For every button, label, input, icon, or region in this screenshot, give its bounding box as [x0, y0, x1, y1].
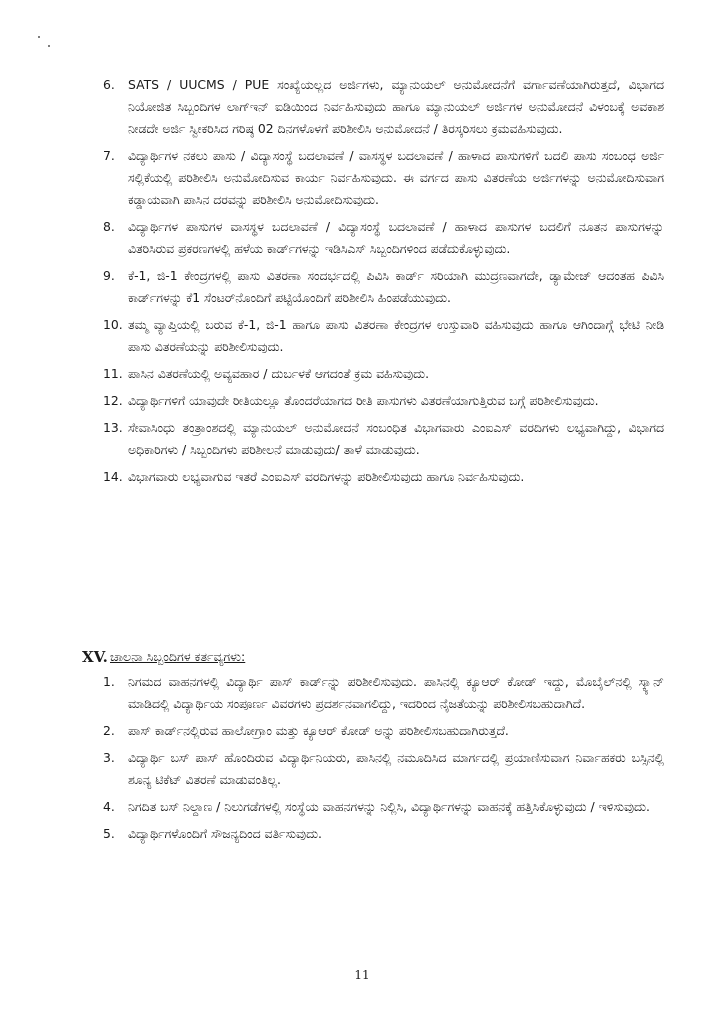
- list-item: [104, 796, 664, 818]
- scan-speck: [38, 36, 40, 38]
- list-item: [104, 145, 664, 211]
- list-item: [104, 417, 664, 461]
- item-number: 3.: [103, 750, 115, 765]
- item-text: ಕೆ-1, ಜಿ-1 ಕೇಂದ್ರಗಳಲ್ಲಿ ಪಾಸು ವಿತರಣಾ ಸಂದರ್ಭದಲ್ಲಿ ಪಿವಿಸಿ ಕಾರ್ಡ್ ಸರಿಯಾಗಿ ಮುದ್ರಣವಾಗದೇ, ಡ್ಯಾಮೇಜ್ ಆದಂತಹ ಪಿವಿಸಿ ಕಾರ್ಡ್‌ಗಳನ್ನು ಕೆ1 ಸೆಂಟರ್‌ನೊಂದಿಗೆ ಪಟ್ಟಿಯೊಂದಿಗೆ ಪರಿಶೀಲಿಸಿ ಹಿಂಪಡೆಯುವುದು.: [128, 268, 664, 305]
- item-text: ನಿಗಮದ ವಾಹನಗಳಲ್ಲಿ ವಿದ್ಯಾರ್ಥಿ ಪಾಸ್ ಕಾರ್ಡ್‌ನ್ನು ಪರಿಶೀಲಿಸುವುದು. ಪಾಸಿನಲ್ಲಿ ಕ್ಯೂಆರ್ ಕೋಡ್ ಇದ್ದು, ಮೊಬೈಲ್‌ನಲ್ಲಿ ಸ್ಕ್ಯಾನ್ ಮಾಡಿದಲ್ಲಿ ವಿದ್ಯಾರ್ಥಿಯ ಸಂಪೂರ್ಣ ವಿವರಗಳು ಪ್ರದರ್ಶನವಾಗಲಿದ್ದು, ಇದರಿಂದ ನೈಜತೆಯನ್ನು ಪರಿಶೀಲಿಸಬಹುದಾಗಿದೆ.: [128, 674, 664, 711]
- list-item: [104, 265, 664, 309]
- duties-list-continued: [104, 74, 664, 493]
- item-text: ವಿದ್ಯಾರ್ಥಿಗಳ ಪಾಸುಗಳ ವಾಸಸ್ಥಳ ಬದಲಾವಣೆ / ವಿದ್ಯಾಸಂಸ್ಥೆ ಬದಲಾವಣೆ / ಹಾಳಾದ ಪಾಸುಗಳ ಬದಲಿಗೆ ನೂತನ ಪಾಸುಗಳನ್ನು ವಿತರಿಸಿರುವ ಪ್ರಕರಣಗಳಲ್ಲಿ ಹಳೆಯ ಕಾರ್ಡ್‌ಗಳನ್ನು ಇಡಿಸಿಎಸ್ ಸಿಬ್ಬಂದಿಗಳಿಂದ ಪಡೆದುಕೊಳ್ಳುವುದು.: [128, 219, 664, 256]
- item-text: SATS / UUCMS / PUE ಸಂಖ್ಯೆಯಲ್ಲದ ಅರ್ಜಿಗಳು, ಮ್ಯಾನುಯಲ್ ಅನುಮೋದನೆಗೆ ವರ್ಗಾವಣೆಯಾಗಿರುತ್ತದೆ, ವಿಭಾಗದ ನಿಯೋಜಿತ ಸಿಬ್ಬಂದಿಗಳ ಲಾಗ್‌ಇನ್ ಐಡಿಯಿಂದ ನಿರ್ವಹಿಸುವುದು ಹಾಗೂ ಮ್ಯಾನುಯಲ್ ಅರ್ಜಿಗಳ ಅನುಮೋದನೆ ವಿಳಂಬಕ್ಕೆ ಅವಕಾಶ ನೀಡದೇ ಅರ್ಜಿ ಸ್ವೀಕರಿಸಿದ ಗರಿಷ್ಠ 02 ದಿನಗಳೊಳಗೆ ಪರಿಶೀಲಿಸಿ ಅನುಮೋದನೆ / ತಿರಸ್ಕರಿಸಲು ಕ್ರಮವಹಿಸುವುದು.: [128, 77, 664, 136]
- item-number: 12.: [103, 393, 123, 408]
- list-item: [104, 363, 664, 385]
- scan-speck: [48, 45, 50, 47]
- list-item: [104, 216, 664, 260]
- item-text: ಪಾಸಿನ ವಿತರಣೆಯಲ್ಲಿ ಅವ್ಯವಹಾರ / ದುರ್ಬಳಕೆ ಆಗದಂತೆ ಕ್ರಮ ವಹಿಸುವುದು.: [128, 366, 430, 381]
- item-number: 5.: [103, 826, 115, 841]
- item-number: 1.: [103, 674, 115, 689]
- item-number: 7.: [103, 148, 115, 163]
- item-text: ವಿದ್ಯಾರ್ಥಿಗಳ ನಕಲು ಪಾಸು / ವಿದ್ಯಾಸಂಸ್ಥೆ ಬದಲಾವಣೆ / ವಾಸಸ್ಥಳ ಬದಲಾವಣೆ / ಹಾಳಾದ ಪಾಸುಗಳಿಗೆ ಬದಲಿ ಪಾಸು ಸಂಬಂಧ ಅರ್ಜಿ ಸಲ್ಲಿಕೆಯಲ್ಲಿ ಪರಿಶೀಲಿಸಿ ಅನುಮೋದಿಸುವ ಕಾರ್ಯ ನಿರ್ವಹಿಸುವುದು. ಈ ವರ್ಗದ ಪಾಸು ವಿತರಣೆಯ ಅರ್ಜಿಗಳನ್ನು ಅನುಮೋದಿಸುವಾಗ ಕಡ್ಡಾಯವಾಗಿ ಪಾಸಿನ ದರವನ್ನು ಪರಿಶೀಲಿಸಿ ಅನುಮೋದಿಸುವುದು.: [128, 148, 664, 207]
- item-number: 9.: [103, 268, 115, 283]
- section-heading: [82, 645, 662, 669]
- list-item: [104, 671, 664, 715]
- item-text: ವಿಭಾಗವಾರು ಲಭ್ಯವಾಗುವ ಇತರೆ ಎಂಐಎಸ್ ವರದಿಗಳನ್ನು ಪರಿಶೀಲಿಸುವುದು ಹಾಗೂ ನಿರ್ವಹಿಸುವುದು.: [128, 469, 525, 484]
- item-text: ನಿಗದಿತ ಬಸ್ ನಿಲ್ದಾಣ / ನಿಲುಗಡೆಗಳಲ್ಲಿ ಸಂಸ್ಥೆಯ ವಾಹನಗಳನ್ನು ನಿಲ್ಲಿಸಿ, ವಿದ್ಯಾರ್ಥಿಗಳನ್ನು ವಾಹನಕ್ಕೆ ಹತ್ತಿಸಿಕೊಳ್ಳುವುದು / ಇಳಿಸುವುದು.: [128, 799, 650, 814]
- item-text: ಸೇವಾಸಿಂಧು ತಂತ್ರಾಂಶದಲ್ಲಿ ಮ್ಯಾನುಯಲ್ ಅನುಮೋದನೆ ಸಂಬಂಧಿತ ವಿಭಾಗವಾರು ಎಂಐಎಸ್ ವರದಿಗಳು ಲಭ್ಯವಾಗಿದ್ದು, ವಿಭಾಗದ ಅಧಿಕಾರಿಗಳು / ಸಿಬ್ಬಂದಿಗಳು ಪರಿಶೀಲನೆ ಮಾಡುವುದು/ ತಾಳೆ ಮಾಡುವುದು.: [128, 420, 664, 457]
- item-number: 8.: [103, 219, 115, 234]
- list-item: [104, 390, 664, 412]
- list-item: [104, 823, 664, 845]
- item-text: ವಿದ್ಯಾರ್ಥಿ ಬಸ್ ಪಾಸ್ ಹೊಂದಿರುವ ವಿದ್ಯಾರ್ಥಿನಿಯರು, ಪಾಸಿನಲ್ಲಿ ನಮೂದಿಸಿದ ಮಾರ್ಗದಲ್ಲಿ ಪ್ರಯಾಣಿಸುವಾಗ ನಿರ್ವಾಹಕರು ಬಸ್ಸಿನಲ್ಲಿ ಶೂನ್ಯ ಟಿಕೆಟ್ ವಿತರಣೆ ಮಾಡುವಂತಿಲ್ಲ.: [128, 750, 664, 787]
- page-number: 11: [354, 968, 370, 982]
- item-number: 2.: [103, 723, 115, 738]
- list-item: [104, 74, 664, 140]
- section-roman-numeral: XV.: [82, 648, 108, 666]
- item-number: 14.: [103, 469, 123, 484]
- driver-duties-list: [104, 671, 664, 850]
- list-item: [104, 466, 664, 488]
- list-item: [104, 720, 664, 742]
- list-item: [104, 747, 664, 791]
- item-text: ವಿದ್ಯಾರ್ಥಿಗಳಿಗೆ ಯಾವುದೇ ರೀತಿಯಲ್ಲೂ ತೊಂದರೆಯಾಗದ ರೀತಿ ಪಾಸುಗಳು ವಿತರಣೆಯಾಗುತ್ತಿರುವ ಬಗ್ಗೆ ಪರಿಶೀಲಿಸುವುದು.: [128, 393, 599, 408]
- item-text: ಪಾಸ್ ಕಾರ್ಡ್‌ನಲ್ಲಿರುವ ಹಾಲೋಗ್ರಾಂ ಮತ್ತು ಕ್ಯೂಆರ್ ಕೋಡ್ ಅನ್ನು ಪರಿಶೀಲಿಸಬಹುದಾಗಿರುತ್ತದೆ.: [128, 723, 509, 738]
- item-number: 11.: [103, 366, 123, 381]
- item-number: 10.: [103, 317, 123, 332]
- scan-specks: [38, 36, 58, 56]
- list-item: [104, 314, 664, 358]
- item-text: ವಿದ್ಯಾರ್ಥಿಗಳೊಂದಿಗೆ ಸೌಜನ್ಯದಿಂದ ವರ್ತಿಸುವುದು.: [128, 826, 322, 841]
- item-number: 13.: [103, 420, 123, 435]
- item-text: ತಮ್ಮ ವ್ಯಾಪ್ತಿಯಲ್ಲಿ ಬರುವ ಕೆ-1, ಜಿ-1 ಹಾಗೂ ಪಾಸು ವಿತರಣಾ ಕೇಂದ್ರಗಳ ಉಸ್ತುವಾರಿ ವಹಿಸುವುದು ಹಾಗೂ ಆಗಿಂದಾಗ್ಗೆ ಭೇಟಿ ನೀಡಿ ಪಾಸು ವಿತರಣೆಯನ್ನು ಪರಿಶೀಲಿಸುವುದು.: [128, 317, 664, 354]
- item-number: 6.: [103, 77, 115, 92]
- section-title: ಚಾಲನಾ ಸಿಬ್ಬಂದಿಗಳ ಕರ್ತವ್ಯಗಳು:: [110, 649, 246, 664]
- item-number: 4.: [103, 799, 115, 814]
